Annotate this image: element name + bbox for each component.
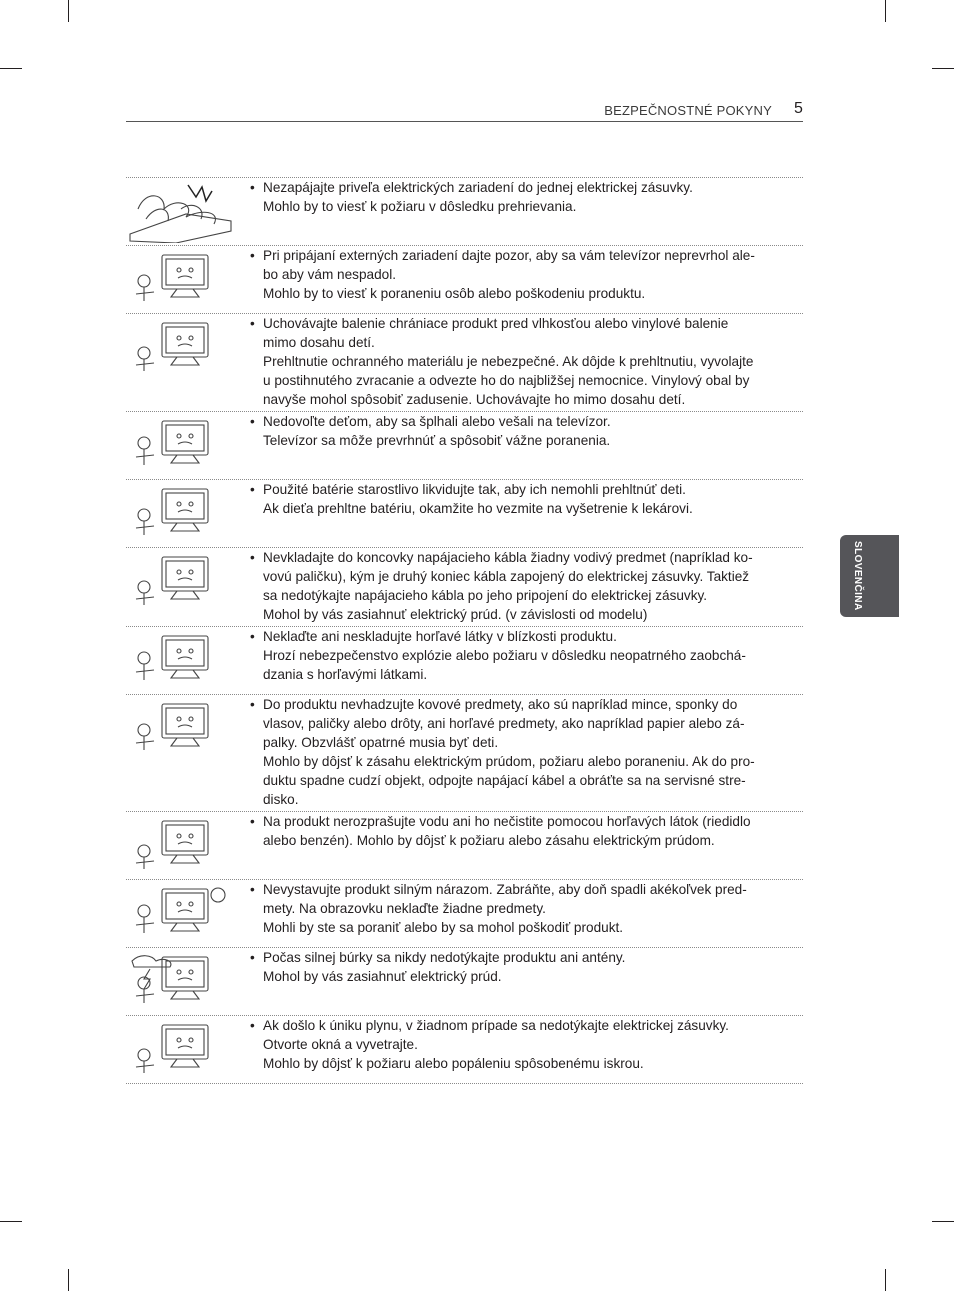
gas-leak-icon: [126, 1017, 238, 1081]
instruction-line: sa nedotýkajte napájacieho kábla po jeho pripojení do elektrickej zásuvky.: [263, 588, 708, 603]
instruction-line: Mohlo by to viesť k poraneniu osôb alebo poškodeniu produktu.: [263, 286, 646, 301]
crop-mark: [68, 1269, 69, 1291]
header-divider: [126, 121, 803, 122]
instruction-line: palky. Obzvlášť opatrné musia byť deti.: [263, 735, 499, 750]
bullet: •: [250, 814, 255, 829]
table-row: [126, 246, 803, 314]
instruction-text: [250, 314, 803, 409]
battery-swallow-icon: [126, 481, 238, 545]
tv-tipping-over-icon: [126, 247, 238, 311]
instruction-line: mimo dosahu detí.: [263, 335, 375, 350]
instruction-line: Prehltnutie ochranného materiálu je nebezpečné. Ak dôjde k prehltnutiu, vyvolajte: [263, 354, 754, 369]
instruction-line: duktu spadne cudzí objekt, odpojte napájací kábel a obráťte sa na servisné stre-: [263, 773, 746, 788]
instruction-text: [250, 548, 803, 624]
crop-mark: [0, 1221, 22, 1222]
instruction-text: [250, 246, 803, 303]
instruction-line: dzania s horľavými látkami.: [263, 667, 428, 682]
bullet: •: [250, 248, 255, 263]
instruction-line: vovú paličku), kým je druhý koniec kábla zapojený do elektrickej zásuvky. Taktiež: [263, 569, 750, 584]
instruction-line: Ak došlo k úniku plynu, v žiadnom prípade sa nedotýkajte elektrickej zásuvky.: [263, 1018, 729, 1033]
metal-objects-icon: [126, 696, 238, 760]
instruction-line: navyše mohol spôsobiť zadusenie. Uchovávajte ho mimo dosahu detí.: [263, 392, 686, 407]
table-row: [126, 948, 803, 1016]
bullet: •: [250, 1018, 255, 1033]
table-row: [126, 812, 803, 880]
crop-mark: [932, 1221, 954, 1222]
instruction-line: vlasov, paličky alebo drôty, ani horľavé predmety, ako napríklad papier alebo zá-: [263, 716, 745, 731]
safety-instructions-table: [126, 177, 803, 1084]
instruction-text: [250, 1016, 803, 1073]
table-row: [126, 627, 803, 695]
thunderstorm-icon: [126, 949, 238, 1013]
instruction-text: [250, 480, 803, 518]
instruction-line: Na produkt nerozprašujte vodu ani ho nečistite pomocou horľavých látok (riedidlo: [263, 814, 751, 829]
table-row: [126, 314, 803, 412]
bullet: •: [250, 550, 255, 565]
bullet: •: [250, 882, 255, 897]
instruction-line: mety. Na obrazovku neklaďte žiadne predmety.: [263, 901, 546, 916]
instruction-text: [250, 412, 803, 450]
bullet: •: [250, 950, 255, 965]
instruction-line: Otvorte okná a vyvetrajte.: [263, 1037, 418, 1052]
table-row: [126, 695, 803, 812]
instruction-line: Pri pripájaní externých zariadení dajte pozor, aby sa vám televízor neprevrhol ale-: [263, 248, 755, 263]
table-row: [126, 880, 803, 948]
table-row: [126, 178, 803, 246]
instruction-text: [250, 178, 803, 216]
bullet: •: [250, 180, 255, 195]
water-spray-icon: [126, 813, 238, 877]
instruction-line: Mohol by vás zasiahnuť elektrický prúd.: [263, 969, 502, 984]
instruction-line: Ak dieťa prehltne batériu, okamžite ho vezmite na vyšetrenie k lekárovi.: [263, 501, 693, 516]
instruction-line: Nezapájajte priveľa elektrických zariadení do jednej elektrickej zásuvky.: [263, 180, 693, 195]
instruction-line: Do produktu nevhadzujte kovové predmety, ako sú napríklad mince, sponky do: [263, 697, 738, 712]
page-number: 5: [794, 100, 803, 117]
crop-mark: [68, 0, 69, 22]
instruction-text: [250, 880, 803, 937]
crop-mark: [932, 68, 954, 69]
instruction-line: Mohli by ste sa poraniť alebo by sa mohol poškodiť produkt.: [263, 920, 624, 935]
power-cord-conductor-icon: [126, 549, 238, 613]
language-tab-label: SLOVENČINA: [852, 541, 863, 611]
instruction-line: Nevystavujte produkt silným nárazom. Zabráňte, aby doň spadli akékoľvek pred-: [263, 882, 747, 897]
instruction-text: [250, 812, 803, 850]
instruction-line: Nedovoľte deťom, aby sa šplhali alebo vešali na televízor.: [263, 414, 611, 429]
ball-impact-icon: [126, 881, 238, 945]
instruction-text: [250, 695, 803, 809]
child-packaging-icon: [126, 315, 238, 379]
overloaded-outlet-icon: [126, 179, 238, 243]
table-row: [126, 480, 803, 548]
instruction-line: Mohlo by dôjsť k zásahu elektrickým prúdom, požiaru alebo poraneniu. Ak do pro-: [263, 754, 755, 769]
flammable-substances-icon: [126, 628, 238, 692]
instruction-text: [250, 948, 803, 986]
instruction-line: bo aby vám nespadol.: [263, 267, 397, 282]
instruction-line: Použité batérie starostlivo likvidujte tak, aby ich nemohli prehltnúť deti.: [263, 482, 686, 497]
instruction-text: [250, 627, 803, 684]
instruction-line: Neklaďte ani neskladujte horľavé látky v blízkosti produktu.: [263, 629, 617, 644]
instruction-line: Televízor sa môže prevrhnúť a spôsobiť vážne poranenia.: [263, 433, 611, 448]
instruction-line: Uchovávajte balenie chrániace produkt pred vlhkosťou alebo vinylové balenie: [263, 316, 729, 331]
table-row: [126, 548, 803, 627]
instruction-line: Mohol by vás zasiahnuť elektrický prúd. (v závislosti od modelu): [263, 607, 648, 622]
crop-mark: [885, 0, 886, 22]
table-row: [126, 1016, 803, 1084]
language-tab: [840, 535, 899, 617]
instruction-line: Počas silnej búrky sa nikdy nedotýkajte produktu ani antény.: [263, 950, 626, 965]
instruction-line: alebo benzén). Mohlo by dôjsť k požiaru alebo zásahu elektrickým prúdom.: [263, 833, 715, 848]
bullet: •: [250, 697, 255, 712]
table-row: [126, 412, 803, 480]
bullet: •: [250, 629, 255, 644]
crop-mark: [0, 68, 22, 69]
instruction-line: Hrozí nebezpečenstvo explózie alebo požiaru v dôsledku neopatrného zaobchá-: [263, 648, 746, 663]
instruction-line: Mohlo by dôjsť k požiaru alebo popáleniu spôsobenému iskrou.: [263, 1056, 644, 1071]
instruction-line: disko.: [263, 792, 299, 807]
crop-mark: [885, 1269, 886, 1291]
bullet: •: [250, 316, 255, 331]
child-climbing-tv-icon: [126, 413, 238, 477]
section-title: BEZPEČNOSTNÉ POKYNY: [604, 103, 772, 118]
bullet: •: [250, 414, 255, 429]
bullet: •: [250, 482, 255, 497]
instruction-line: Nevkladajte do koncovky napájacieho kábla žiadny vodivý predmet (napríklad ko-: [263, 550, 753, 565]
instruction-line: Mohlo by to viesť k požiaru v dôsledku prehrievania.: [263, 199, 577, 214]
instruction-line: u postihnutého zvracanie a odvezte ho do najbližšej nemocnice. Vinylový obal by: [263, 373, 750, 388]
